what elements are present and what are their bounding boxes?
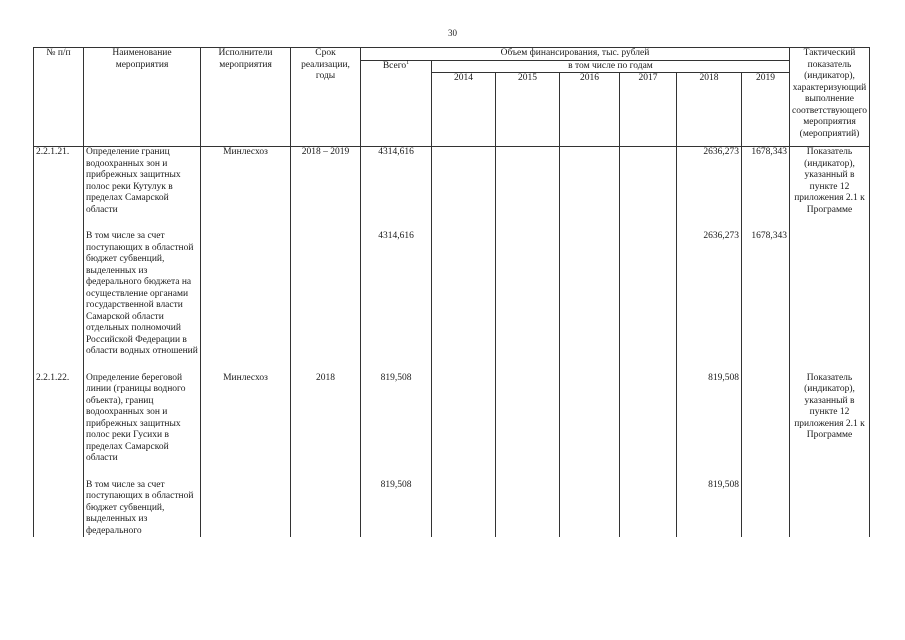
table-spacer: [34, 465, 870, 480]
header-indicator: Тактический показатель (индикатор), характеризующий выполнение соответствующего мероприятия (мероприятий): [790, 48, 870, 147]
row-num: 2.2.1.22.: [34, 373, 84, 465]
row-2015: [496, 147, 560, 217]
row-2019: [742, 373, 790, 465]
row-executor: [201, 231, 291, 358]
row-indicator: Показатель (индикатор), указанный в пункте 12 приложения 2.1 к Программе: [790, 373, 870, 465]
row-2014: [432, 480, 496, 538]
table-row: [34, 231, 870, 358]
header-year-2017: 2017: [620, 73, 677, 147]
row-period: 2018: [291, 373, 361, 465]
row-2017: [620, 231, 677, 358]
header-executors: Исполнители мероприятия: [201, 48, 291, 147]
row-2014: [432, 147, 496, 217]
row-2015: [496, 480, 560, 538]
row-name: Определение границ водоохранных зон и прибрежных защитных полос реки Кутулук в пределах Самарской области: [84, 147, 201, 217]
row-indicator: Показатель (индикатор), указанный в пункте 12 приложения 2.1 к Программе: [790, 147, 870, 217]
row-2017: [620, 373, 677, 465]
row-2018: 2636,273: [677, 147, 742, 217]
row-2015: [496, 373, 560, 465]
row-name: В том числе за счет поступающих в областной бюджет субвенций, выделенных из федерального бюджета на осуществление органами государственной власти Самарской области отдельных полномочий Российской Федерации в области водных отношений: [84, 231, 201, 358]
row-2014: [432, 231, 496, 358]
header-num: № п/п: [34, 48, 84, 147]
row-2015: [496, 231, 560, 358]
row-name: В том числе за счет поступающих в областной бюджет субвенций, выделенных из федерального: [84, 480, 201, 538]
row-2016: [560, 147, 620, 217]
row-name: Определение береговой линии (границы водного объекта), границ водоохранных зон и прибрежных защитных полос реки Гусихи в пределах Самарской области: [84, 373, 201, 465]
row-executor: Минлесхоз: [201, 373, 291, 465]
row-period: 2018 – 2019: [291, 147, 361, 217]
table-row: [34, 373, 870, 465]
header-total: [361, 60, 432, 147]
row-2018: 819,508: [677, 373, 742, 465]
row-total: 819,508: [361, 373, 432, 465]
row-2016: [560, 231, 620, 358]
row-total: 4314,616: [361, 147, 432, 217]
row-2019: [742, 480, 790, 538]
table-row: [34, 480, 870, 538]
row-indicator: [790, 480, 870, 538]
row-2016: [560, 480, 620, 538]
row-period: [291, 231, 361, 358]
header-year-2018: 2018: [677, 73, 742, 147]
header-year-2019: 2019: [742, 73, 790, 147]
header-year-2015: 2015: [496, 73, 560, 147]
row-executor: [201, 480, 291, 538]
row-num: [34, 480, 84, 538]
row-2014: [432, 373, 496, 465]
header-funding: Объем финансирования, тыс. рублей: [361, 48, 790, 61]
row-2016: [560, 373, 620, 465]
row-2018: 2636,273: [677, 231, 742, 358]
row-2019: 1678,343: [742, 231, 790, 358]
row-2018: 819,508: [677, 480, 742, 538]
row-2017: [620, 480, 677, 538]
header-period: Срок реализации, годы: [291, 48, 361, 147]
table-spacer: [34, 216, 870, 231]
header-year-2014: 2014: [432, 73, 496, 147]
row-period: [291, 480, 361, 538]
row-indicator: [790, 231, 870, 358]
header-total-footnote: 1: [406, 59, 410, 66]
header-name: Наименование мероприятия: [84, 48, 201, 147]
table-row: [34, 147, 870, 217]
row-2017: [620, 147, 677, 217]
header-year-2016: 2016: [560, 73, 620, 147]
row-total: 819,508: [361, 480, 432, 538]
row-total: 4314,616: [361, 231, 432, 358]
row-executor: Минлесхоз: [201, 147, 291, 217]
row-num: 2.2.1.21.: [34, 147, 84, 217]
header-by-years: в том числе по годам: [432, 60, 790, 73]
table-spacer: [34, 358, 870, 373]
financing-table: [33, 47, 870, 537]
page-number: 30: [448, 28, 457, 38]
row-2019: 1678,343: [742, 147, 790, 217]
header-total-label: Всего: [382, 60, 407, 71]
row-num: [34, 231, 84, 358]
